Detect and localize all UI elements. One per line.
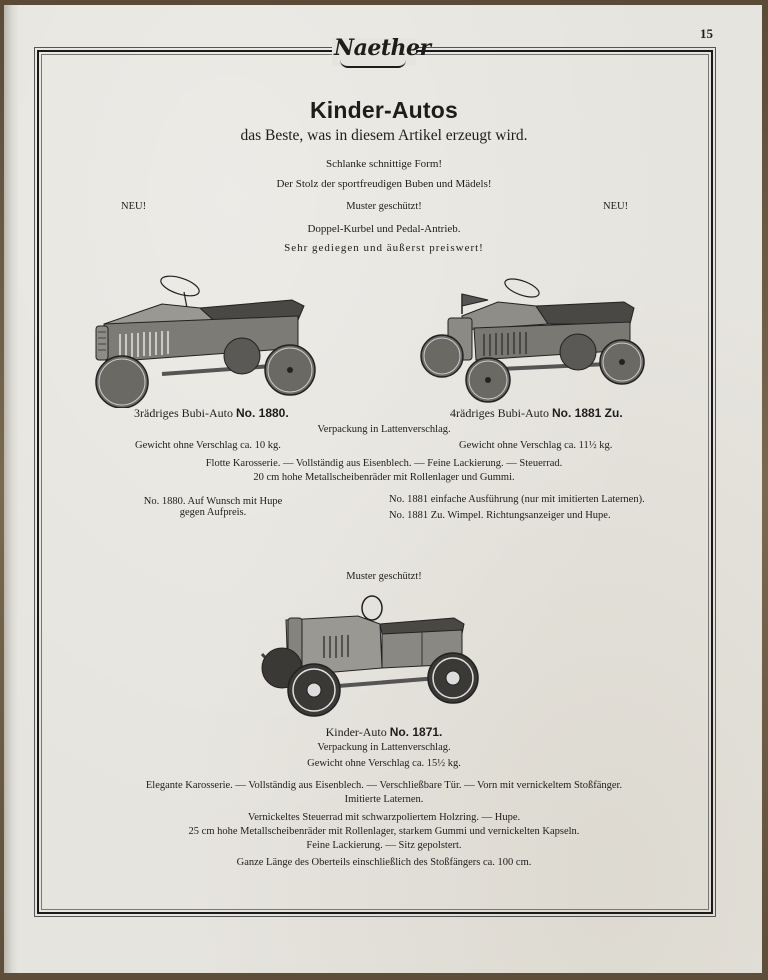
feature-line: Feine Lackierung. — Sitz gepolstert.	[306, 840, 462, 851]
brand-logo-text: Naether	[334, 35, 431, 61]
new-badge-left: NEU!	[121, 201, 147, 212]
packaging-top: Verpackung in Lattenverschlag.	[317, 424, 451, 435]
steering-wheel-icon	[362, 596, 382, 620]
weight-1880: Gewicht ohne Verschlag ca. 10 kg.	[135, 440, 281, 451]
product-1880-label: 3rädriges Bubi-Auto No. 1880.	[134, 406, 289, 420]
feature-line: 25 cm hohe Metallscheibenräder mit Rollenlager, starkem Gummi und vernickelten Kapseln.	[188, 826, 580, 837]
steering-wheel-icon	[159, 272, 202, 300]
protected-notice: Muster geschützt!	[346, 201, 422, 212]
features-top: 20 cm hohe Metallscheibenräder mit Rollenlager und Gummi.	[253, 472, 515, 483]
features-top: Flotte Karosserie. — Vollständig aus Eisenblech. — Feine Lackierung. — Steuerrad.	[205, 458, 563, 469]
logo-swash-icon	[340, 60, 406, 68]
feature-line: Ganze Länge des Oberteils einschließlich des Stoßfängers ca. 100 cm.	[236, 857, 532, 868]
note-1880: No. 1880. Auf Wunsch mit Hupe gegen Aufpreis.	[143, 496, 283, 518]
note-1881: No. 1881 einfache Ausführung (nur mit imitierten Laternen). No. 1881 Zu. Wimpel. Richtungsanzeiger und Hupe.	[389, 494, 645, 521]
product-1881zu-model: No. 1881 Zu.	[551, 406, 623, 420]
product-1881zu-label: 4rädriges Bubi-Auto No. 1881 Zu.	[450, 406, 623, 420]
steering-wheel-icon	[503, 275, 542, 300]
packaging-bottom: Verpackung in Lattenverschlag.	[317, 742, 451, 753]
page-title: Kinder-Autos	[309, 97, 459, 123]
page-subtitle: das Beste, was in diesem Artikel erzeugt wird.	[240, 127, 528, 144]
page-number: 15	[700, 26, 713, 41]
protected-notice-bottom: Muster geschützt!	[346, 571, 422, 582]
brand-logo	[334, 30, 431, 70]
value-statement: Sehr gediegen und äußerst preiswert!	[284, 242, 484, 254]
tagline: Der Stolz der sportfreudigen Buben und Mädels!	[276, 178, 492, 190]
feature-line: Imitierte Laternen.	[344, 794, 424, 805]
tagline: Schlanke schnittige Form!	[325, 158, 443, 170]
weight-1871: Gewicht ohne Verschlag ca. 15½ kg.	[307, 758, 461, 769]
car-1881zu-illustration	[418, 272, 654, 404]
product-1880-model: No. 1880.	[235, 406, 289, 420]
feature-line: Elegante Karosserie. — Vollständig aus Eisenblech. — Verschließbare Tür. — Vorn mit vernickeltem Stoßfänger.	[145, 780, 623, 791]
weight-1881zu: Gewicht ohne Verschlag ca. 11½ kg.	[459, 440, 613, 451]
drive-description: Doppel-Kurbel und Pedal-Antrieb.	[307, 223, 461, 235]
new-badge-right: NEU!	[603, 201, 629, 212]
feature-line: Vernickeltes Steuerrad mit schwarzpoliertem Holzring. — Hupe.	[247, 812, 521, 823]
pennant-flag-icon	[462, 294, 488, 306]
car-1880-illustration	[92, 272, 322, 408]
product-1871-model: No. 1871.	[389, 725, 443, 739]
product-1871-label: Kinder-Auto No. 1871.	[325, 725, 443, 739]
car-1871-illustration	[258, 594, 484, 718]
